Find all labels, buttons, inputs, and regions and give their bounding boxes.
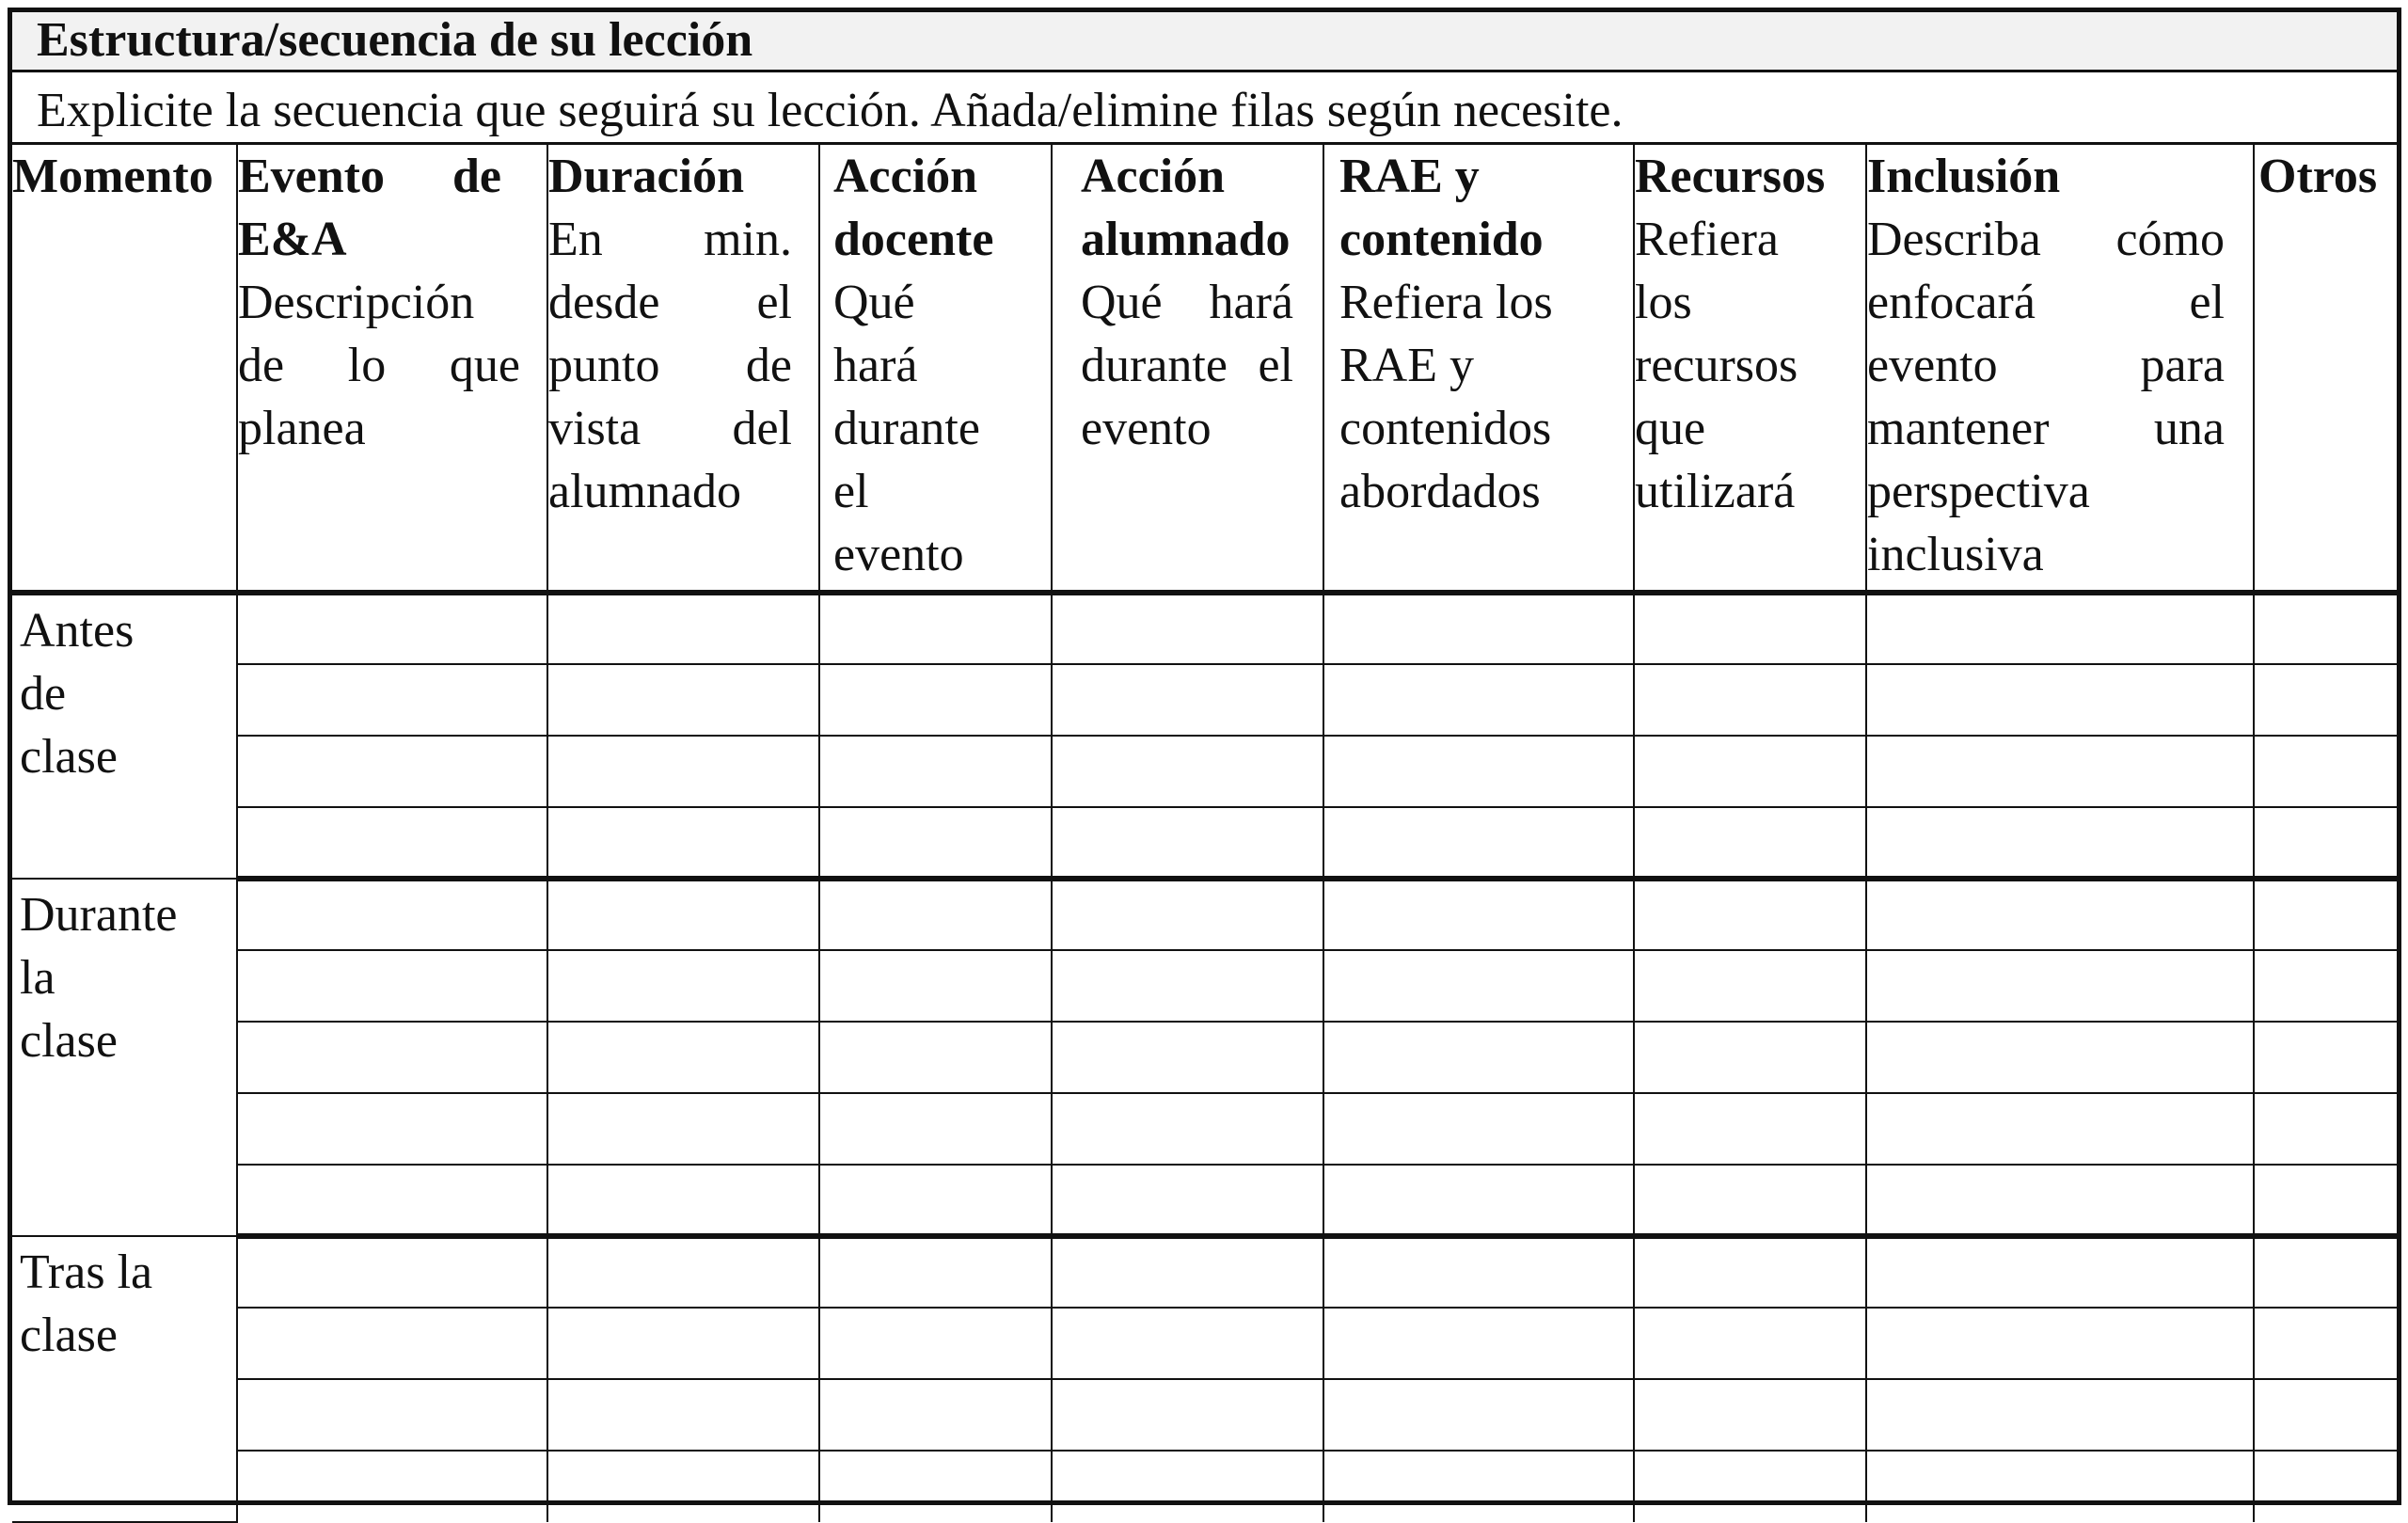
table-cell[interactable]: [819, 950, 1052, 1022]
table-cell[interactable]: [237, 664, 547, 736]
moment-label-text: Tras la clase: [20, 1245, 153, 1362]
col-title: Acción alumnado: [1081, 150, 1291, 266]
col-desc: Qué hará durante el evento: [1081, 276, 1293, 455]
table-cell[interactable]: [1634, 807, 1866, 879]
table-row: [12, 1308, 2397, 1379]
table-cell[interactable]: [1323, 1165, 1634, 1236]
col-header-evento: [237, 145, 547, 593]
table-cell[interactable]: [237, 1236, 547, 1308]
table-cell[interactable]: [2254, 1022, 2397, 1093]
table-cell[interactable]: [2254, 736, 2397, 807]
table-cell[interactable]: [1323, 1236, 1634, 1308]
table-cell[interactable]: [237, 1165, 547, 1236]
col-desc: Describa cómo enfocará el evento para mantener una perspectiva inclusiva: [1867, 213, 2225, 581]
table-cell[interactable]: [2254, 664, 2397, 736]
table-row: [12, 593, 2397, 664]
table-cell[interactable]: [237, 593, 547, 664]
table-cell[interactable]: [1052, 1308, 1323, 1379]
table-cell[interactable]: [1634, 1379, 1866, 1451]
table-cell[interactable]: [819, 1236, 1052, 1308]
table-cell[interactable]: [2254, 1236, 2397, 1308]
table-cell[interactable]: [1323, 1022, 1634, 1093]
table-cell[interactable]: [1634, 1093, 1866, 1165]
col-title: Recursos: [1635, 150, 1826, 203]
table-cell[interactable]: [547, 736, 819, 807]
table-cell[interactable]: [1052, 1379, 1323, 1451]
moment-label-text: Antes de clase: [20, 604, 135, 784]
table-cell[interactable]: [1323, 593, 1634, 664]
table-cell[interactable]: [1866, 736, 2254, 807]
table-cell[interactable]: [547, 879, 819, 950]
table-cell[interactable]: [819, 1379, 1052, 1451]
table-cell[interactable]: [1634, 879, 1866, 950]
moment-label: [12, 879, 237, 1236]
table-cell[interactable]: [2254, 1093, 2397, 1165]
table-cell[interactable]: [1052, 1022, 1323, 1093]
header-row: [12, 145, 2397, 593]
table-cell[interactable]: [237, 1379, 547, 1451]
table-cell[interactable]: [547, 1165, 819, 1236]
table-row: [12, 664, 2397, 736]
table-cell[interactable]: [237, 1022, 547, 1093]
moment-label-text: Durante la clase: [20, 888, 178, 1068]
table-cell[interactable]: [1052, 879, 1323, 950]
table-cell[interactable]: [1052, 593, 1323, 664]
table-cell[interactable]: [547, 950, 819, 1022]
table-cell[interactable]: [547, 664, 819, 736]
table-cell[interactable]: [1323, 1093, 1634, 1165]
table-cell[interactable]: [1634, 664, 1866, 736]
col-desc: Refiera los recursos que utilizará: [1635, 213, 1798, 518]
table-cell[interactable]: [2254, 1379, 2397, 1451]
col-header-recursos: [1634, 145, 1866, 593]
table-cell[interactable]: [1866, 1165, 2254, 1236]
col-title: Evento de E&A: [238, 150, 501, 266]
table-cell[interactable]: [2254, 950, 2397, 1022]
table-cell[interactable]: [1866, 807, 2254, 879]
form-instructions: Explicite la secuencia que seguirá su lección. Añada/elimine filas según necesite.: [12, 72, 2397, 145]
table-cell[interactable]: [1634, 1308, 1866, 1379]
col-desc: En min. desde el punto de vista del alumnado: [548, 213, 792, 518]
table-cell[interactable]: [1052, 736, 1323, 807]
table-cell[interactable]: [1866, 1236, 2254, 1308]
table-cell[interactable]: [1866, 1093, 2254, 1165]
table-cell[interactable]: [1634, 736, 1866, 807]
table-cell[interactable]: [1052, 1165, 1323, 1236]
table-cell[interactable]: [1634, 1165, 1866, 1236]
table-cell[interactable]: [2254, 593, 2397, 664]
table-row: [12, 736, 2397, 807]
moment-label: [12, 1236, 237, 1522]
lesson-structure-form: [8, 8, 2401, 1505]
table-row: [12, 950, 2397, 1022]
table-cell[interactable]: [1323, 807, 1634, 879]
col-header-inclusion: [1866, 145, 2254, 593]
table-cell[interactable]: [2254, 1308, 2397, 1379]
table-cell[interactable]: [237, 807, 547, 879]
col-title: Duración: [548, 150, 744, 203]
table-cell[interactable]: [1052, 1236, 1323, 1308]
table-cell[interactable]: [1866, 1308, 2254, 1379]
col-desc: Qué hará durante el evento: [833, 276, 980, 581]
col-title: Inclusión: [1867, 150, 2061, 203]
table-cell[interactable]: [819, 736, 1052, 807]
table-cell[interactable]: [1323, 664, 1634, 736]
col-desc: Descripción de lo que planea: [238, 276, 520, 455]
table-row: [12, 1022, 2397, 1093]
table-cell[interactable]: [1866, 1379, 2254, 1451]
table-row: [12, 1236, 2397, 1308]
col-title: RAE y contenido: [1339, 150, 1544, 266]
table-cell[interactable]: [547, 1093, 819, 1165]
table-cell[interactable]: [819, 1165, 1052, 1236]
table-cell[interactable]: [1052, 1093, 1323, 1165]
table-cell[interactable]: [819, 593, 1052, 664]
col-header-accion-alumnado: [1052, 145, 1323, 593]
table-cell[interactable]: [237, 736, 547, 807]
col-header-momento: [12, 145, 237, 593]
col-header-duracion: [547, 145, 819, 593]
table-cell[interactable]: [2254, 879, 2397, 950]
table-cell[interactable]: [237, 950, 547, 1022]
table-cell[interactable]: [1323, 1308, 1634, 1379]
table-cell[interactable]: [237, 1308, 547, 1379]
col-desc: Refiera los RAE y contenidos abordados: [1339, 276, 1553, 518]
table-cell[interactable]: [237, 1093, 547, 1165]
col-header-rae: [1323, 145, 1634, 593]
table-cell[interactable]: [237, 879, 547, 950]
table-row: [12, 879, 2397, 950]
table-row: [12, 1165, 2397, 1236]
table-row: [12, 1093, 2397, 1165]
table-cell[interactable]: [1866, 593, 2254, 664]
table-cell[interactable]: [1323, 879, 1634, 950]
moment-label: [12, 593, 237, 879]
table-cell[interactable]: [547, 1379, 819, 1451]
table-cell[interactable]: [1323, 950, 1634, 1022]
table-cell[interactable]: [1052, 950, 1323, 1022]
table-cell[interactable]: [819, 1093, 1052, 1165]
table-cell[interactable]: [2254, 807, 2397, 879]
table-cell[interactable]: [819, 1308, 1052, 1379]
table-cell[interactable]: [1866, 879, 2254, 950]
table-row: [12, 807, 2397, 879]
col-header-otros: [2254, 145, 2397, 593]
table-cell[interactable]: [1323, 1379, 1634, 1451]
table-cell[interactable]: [1866, 1022, 2254, 1093]
table-cell[interactable]: [1634, 1022, 1866, 1093]
table-cell[interactable]: [547, 1236, 819, 1308]
table-cell[interactable]: [1323, 736, 1634, 807]
table-cell[interactable]: [1634, 593, 1866, 664]
col-title: Acción docente: [833, 150, 994, 266]
form-title: Estructura/secuencia de su lección: [12, 12, 2397, 72]
table-cell[interactable]: [547, 807, 819, 879]
table-cell[interactable]: [819, 807, 1052, 879]
table-cell[interactable]: [547, 593, 819, 664]
table-cell[interactable]: [547, 1308, 819, 1379]
table-cell[interactable]: [1634, 950, 1866, 1022]
col-header-accion-docente: [819, 145, 1052, 593]
table-cell[interactable]: [2254, 1165, 2397, 1236]
col-title: Otros: [2258, 150, 2378, 203]
col-title: Momento: [12, 150, 214, 203]
table-cell[interactable]: [1866, 664, 2254, 736]
table-cell[interactable]: [819, 1022, 1052, 1093]
table-cell[interactable]: [819, 879, 1052, 950]
table-cell[interactable]: [547, 1022, 819, 1093]
table-cell[interactable]: [1866, 950, 2254, 1022]
table-cell[interactable]: [819, 664, 1052, 736]
table-row: [12, 1379, 2397, 1451]
table-cell[interactable]: [1052, 664, 1323, 736]
sequence-table: [12, 145, 2397, 1523]
table-cell[interactable]: [1052, 807, 1323, 879]
table-cell[interactable]: [1634, 1236, 1866, 1308]
